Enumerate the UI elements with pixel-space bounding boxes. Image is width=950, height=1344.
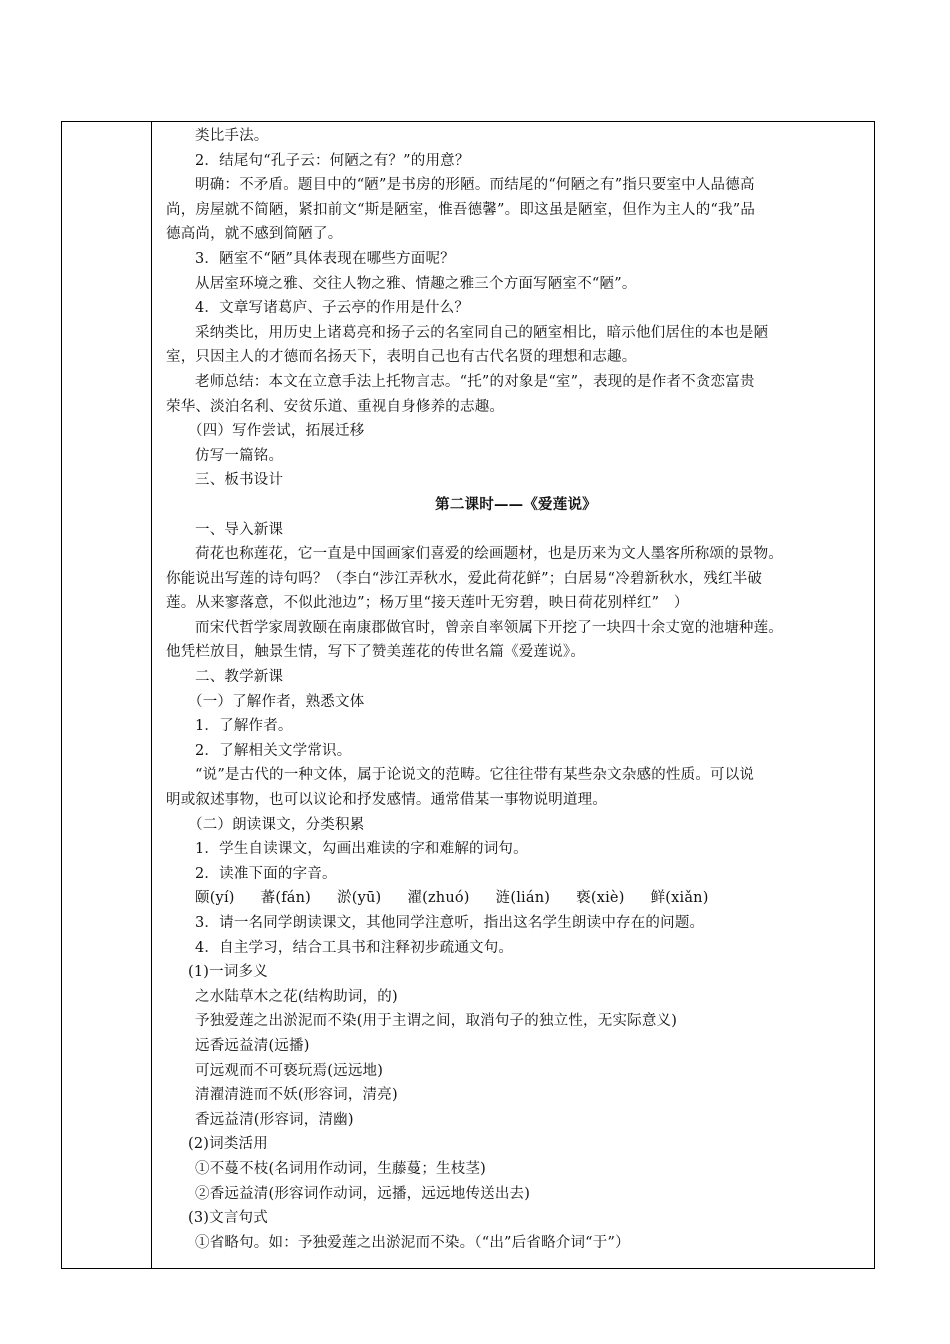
text-line: 1．了解作者。 xyxy=(195,718,293,735)
text-line: 3．陋室不“陋”具体表现在哪些方面呢？ xyxy=(195,250,455,267)
text-line: 香远益清(形容词，清幽) xyxy=(195,1111,354,1128)
text-line: ②香远益清(形容词作动词，远播，远远地传送出去) xyxy=(195,1185,531,1202)
text-line: 荷花也称莲花，它一直是中国画家们喜爱的绘画题材，也是历来为文人墨客所称颂的景物。 xyxy=(195,546,783,563)
text-line: 4．文章写诸葛庐、子云亭的作用是什么？ xyxy=(195,300,470,317)
pinyin-item: 颐(yí) xyxy=(195,890,235,907)
text-line: 4．自主学习，结合工具书和注释初步疏通文句。 xyxy=(195,939,514,956)
text-line: 尚，房屋就不简陋，紧扣前文“斯是陋室，惟吾德馨”。即这虽是陋室，但作为主人的“我”品 xyxy=(166,201,756,218)
text-line: (2)词类活用 xyxy=(188,1136,268,1153)
text-line: （二）朗读课文，分类积累 xyxy=(188,816,365,833)
text-line: ①省略句。如：予独爱莲之出淤泥而不染。（“出”后省略介词“于”） xyxy=(195,1234,630,1251)
text-line: 1．学生自读课文，勾画出难读的字和难解的词句。 xyxy=(195,841,528,858)
pinyin-item: 亵(xiè) xyxy=(576,890,625,907)
text-line: 德高尚，就不感到简陋了。 xyxy=(166,226,343,243)
text-line: 予独爱莲之出淤泥而不染(用于主谓之间，取消句子的独立性，无实际意义) xyxy=(195,1013,678,1030)
text-line: (1)一词多义 xyxy=(188,964,268,981)
text-line: “说”是古代的一种文体，属于论说文的范畴。它往往带有某些杂文杂感的性质。可以说 xyxy=(195,767,755,784)
pinyin-item: 蕃(fán) xyxy=(260,890,312,907)
text-line: 明确：不矛盾。题目中的“陋”是书房的形陋。而结尾的“何陋之有”指只要室中人品德高 xyxy=(195,177,755,194)
text-line: 类比手法。 xyxy=(195,128,269,144)
text-line: 三、板书设计 xyxy=(195,472,284,489)
pinyin-item: 淤(yū) xyxy=(337,890,382,907)
pinyin-row xyxy=(166,886,866,911)
text-line: 远香远益清(远播) xyxy=(195,1037,310,1054)
text-line: 之水陆草木之花(结构助词，的) xyxy=(195,988,398,1005)
text-line: （一）了解作者，熟悉文体 xyxy=(188,693,365,710)
text-line: 他凭栏放目，触景生情，写下了赞美莲花的传世名篇《爱莲说》。 xyxy=(166,644,586,661)
text-line: 采纳类比，用历史上诸葛亮和扬子云的名室同自己的陋室相比，暗示他们居住的本也是陋 xyxy=(195,324,769,341)
text-line: 明或叙述事物，也可以议论和抒发感情。通常借某一事物说明道理。 xyxy=(166,792,607,809)
pinyin-item: 鲜(xiǎn) xyxy=(650,890,709,907)
lesson-table xyxy=(61,121,875,1269)
text-line: 3．请一名同学朗读课文，其他同学注意听，指出这名学生朗读中存在的问题。 xyxy=(195,915,705,931)
text-line: 你能说出写莲的诗句吗？（李白“涉江弄秋水，爱此荷花鲜”；白居易“冷碧新秋水，残红半破 xyxy=(166,570,763,587)
text-line: 可远观而不可亵玩焉(远远地) xyxy=(195,1062,384,1079)
text-line: 从居室环境之雅、交往人物之雅、情趣之雅三个方面写陋室不“陋”。 xyxy=(195,275,637,292)
pinyin-item: 濯(zhuó) xyxy=(407,890,470,907)
lesson-content xyxy=(166,124,866,1255)
text-line: 一、导入新课 xyxy=(195,521,284,538)
text-line: 清濯清涟而不妖(形容词，清亮) xyxy=(195,1087,398,1104)
text-line: 而宋代哲学家周敦颐在南康郡做官时，曾亲自率领属下开挖了一块四十余丈宽的池塘种莲。 xyxy=(195,619,783,636)
text-line: 莲。从来寥落意，不似此池边”；杨万里“接天莲叶无穷碧，映日荷花别样红” ） xyxy=(166,595,689,612)
text-line: 仿写一篇铭。 xyxy=(195,447,284,464)
text-line: 2．了解相关文学常识。 xyxy=(195,742,352,759)
left-column xyxy=(62,122,152,1268)
text-line: ①不蔓不枝(名词用作动词，生藤蔓；生枝茎) xyxy=(195,1160,487,1177)
text-line: 老师总结：本文在立意手法上托物言志。“托”的对象是“室”，表现的是作者不贪恋富贵 xyxy=(195,373,755,390)
text-line: 荣华、淡泊名利、安贫乐道、重视自身修养的志趣。 xyxy=(166,398,505,415)
text-line: （四）写作尝试，拓展迁移 xyxy=(188,423,365,440)
text-line: 室，只因主人的才德而名扬天下，表明自己也有古代名贤的理想和志趣。 xyxy=(166,349,637,366)
text-line: (3)文言句式 xyxy=(188,1210,268,1227)
text-line: 2．结尾句“孔子云：何陋之有？”的用意？ xyxy=(195,152,470,169)
section-title: 第二课时——《爱莲说》 xyxy=(435,496,597,513)
text-line: 二、教学新课 xyxy=(195,669,284,686)
pinyin-item: 涟(lián) xyxy=(495,890,551,907)
text-line: 2．读准下面的字音。 xyxy=(195,865,337,882)
